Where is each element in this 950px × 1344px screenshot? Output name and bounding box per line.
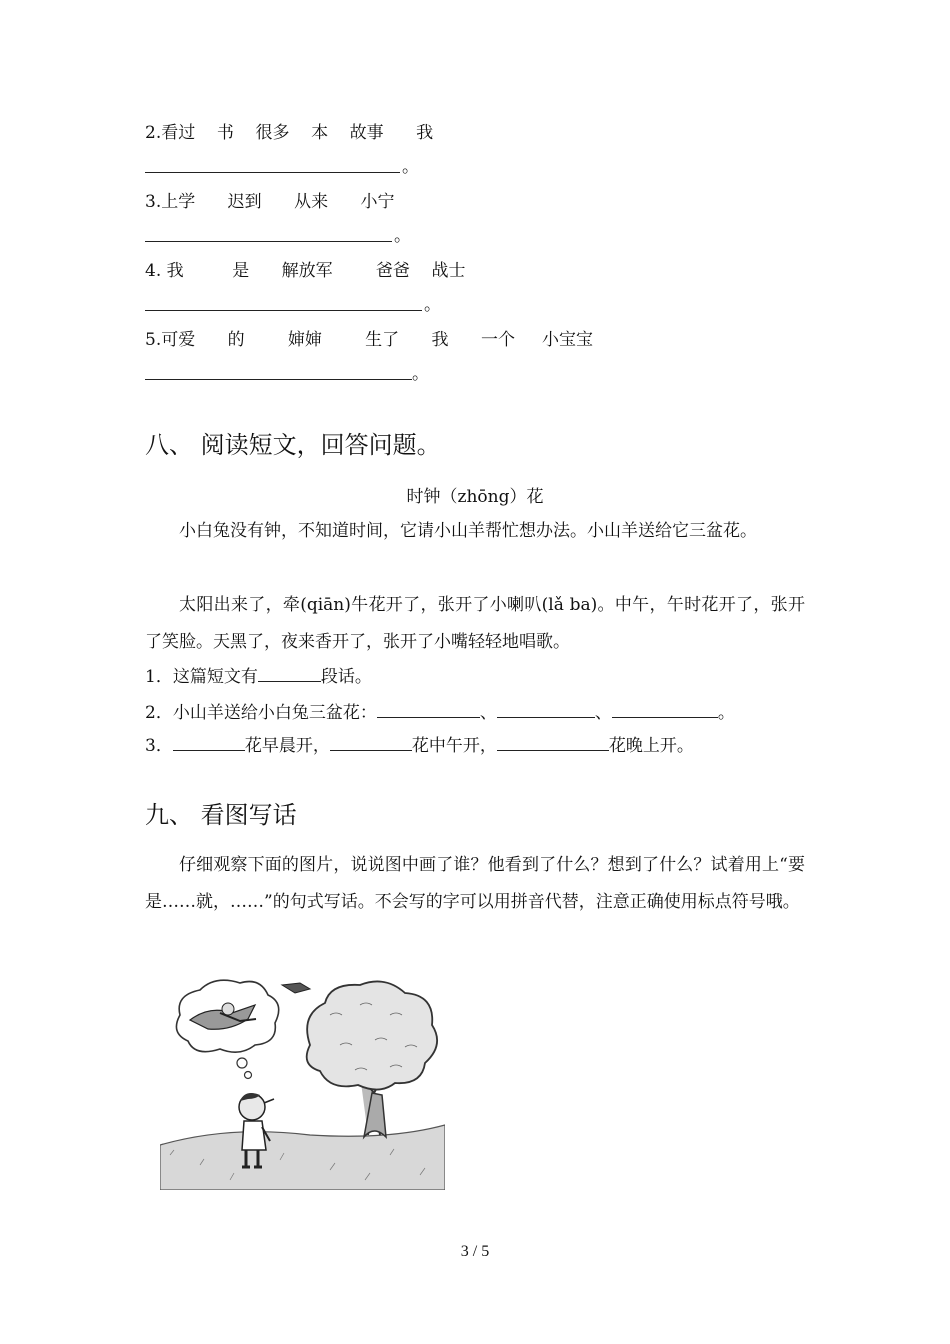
question-2	[145, 700, 735, 724]
question-3-blank-1[interactable]	[173, 733, 245, 751]
boy-shirt	[242, 1121, 266, 1150]
question-3	[145, 733, 694, 757]
question-2-sep-1: 、	[479, 703, 497, 723]
question-3-blank-2[interactable]	[330, 733, 412, 751]
section-9-instruction: 仔细观察下面的图片，说说图中画了谁？他看到了什么？想到了什么？试着用上“要是……就，……”的句式写话。不会写的字可以用拼音代替，注意正确使用标点符号哦。	[145, 855, 805, 912]
question-1	[145, 664, 372, 688]
story-paragraph-2: 太阳出来了，牵(qiān)牛花开了，张开了小喇叭(lǎ ba)。中午，午时花开了，张开了笑脸。天黑了，夜来香开了，张开了小嘴轻轻地唱歌。	[145, 595, 805, 652]
answer-line-5[interactable]	[145, 357, 412, 380]
question-2-blank-3[interactable]	[612, 700, 718, 718]
boy-mouth	[264, 1099, 274, 1103]
story-paragraph-1: 小白兔没有钟，不知道时间，它请小山羊帮忙想办法。小山羊送给它三盆花。	[179, 521, 757, 541]
thought-dot-2	[245, 1072, 252, 1079]
answer-line-2[interactable]	[145, 150, 400, 173]
page-number: 3 / 5	[460, 1243, 490, 1260]
sentence-2-words: 2.看过 书 很多 本 故事 我	[145, 123, 434, 143]
answer-end-5: 。	[412, 364, 429, 384]
question-3-mid-1: 花早晨开，	[244, 736, 330, 756]
answer-end-4: 。	[424, 295, 441, 315]
question-2-suffix: 。	[717, 703, 735, 723]
sentence-3-words: 3.上学 迟到 从来 小宁	[145, 192, 395, 212]
sentence-5-words: 5.可爱 的 婶婶 生了 我 一个 小宝宝	[145, 330, 593, 350]
boy-tree-illustration	[160, 975, 445, 1190]
sentence-4-words: 4. 我 是 解放军 爸爸 战士	[145, 261, 466, 281]
question-3-mid-2: 花中午开，	[411, 736, 497, 756]
bird-icon	[282, 983, 310, 993]
question-2-sep-2: 、	[594, 703, 612, 723]
question-2-blank-2[interactable]	[497, 700, 595, 718]
tree-crown	[307, 981, 437, 1089]
question-3-blank-3[interactable]	[497, 733, 609, 751]
question-2-blank-1[interactable]	[377, 700, 480, 718]
thought-dot-1	[237, 1058, 247, 1068]
question-1-prefix: 1．这篇短文有	[145, 667, 258, 687]
answer-line-3[interactable]	[145, 219, 392, 242]
question-1-blank[interactable]	[258, 664, 321, 682]
question-1-suffix: 段话。	[320, 667, 372, 687]
question-3-prefix: 3．	[145, 736, 173, 756]
dream-boy-head	[222, 1003, 234, 1015]
answer-end-3: 。	[394, 226, 411, 246]
answer-end-2: 。	[402, 157, 419, 177]
answer-line-4[interactable]	[145, 288, 422, 311]
question-3-suffix: 花晚上开。	[608, 736, 694, 756]
story-title: 时钟（zhōng）花	[406, 487, 544, 507]
question-2-prefix: 2．小山羊送给小白兔三盆花：	[145, 703, 377, 723]
ground	[160, 1125, 445, 1190]
section-9-heading: 九、 看图写话	[145, 801, 297, 829]
section-8-heading: 八、 阅读短文，回答问题。	[145, 431, 441, 459]
